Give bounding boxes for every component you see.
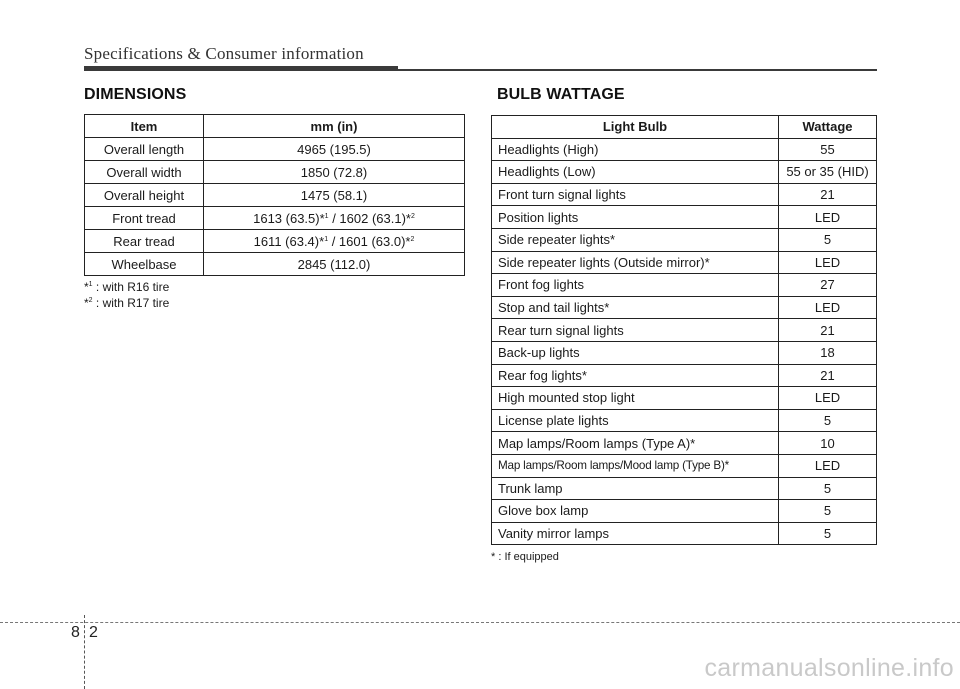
bulb-name: Side repeater lights (Outside mirror)* bbox=[492, 251, 779, 274]
bulb-name: Map lamps/Room lamps/Mood lamp (Type B)* bbox=[492, 454, 779, 477]
header-rule-thin bbox=[398, 69, 877, 71]
footnote-r17 bbox=[84, 296, 169, 310]
bulb-wattage: LED bbox=[779, 387, 877, 410]
table-row bbox=[492, 477, 877, 500]
bulb-wattage: 5 bbox=[779, 477, 877, 500]
bulb-wattage: 5 bbox=[779, 228, 877, 251]
table-row bbox=[492, 522, 877, 545]
footnote-text: : with R17 tire bbox=[92, 296, 170, 310]
page-header-title: Specifications & Consumer information bbox=[84, 44, 364, 63]
value-part: 1613 (63.5)* bbox=[253, 210, 325, 226]
footnote-mark: * bbox=[84, 296, 89, 310]
table-row bbox=[492, 228, 877, 251]
footnote-sup: 1 bbox=[324, 212, 329, 220]
dimension-value bbox=[204, 230, 465, 253]
footnote-sup: 2 bbox=[88, 297, 93, 304]
bulb-name: Front fog lights bbox=[492, 274, 779, 297]
bulb-wattage: 18 bbox=[779, 341, 877, 364]
dimensions-title: DIMENSIONS bbox=[84, 86, 187, 103]
footnote-sup: 1 bbox=[324, 235, 329, 243]
table-row bbox=[492, 274, 877, 297]
table-row bbox=[85, 207, 465, 230]
value-part: / 1602 (63.1)* bbox=[328, 210, 411, 226]
table-row bbox=[492, 251, 877, 274]
bulb-wattage: 21 bbox=[779, 319, 877, 342]
dimension-value bbox=[204, 207, 465, 230]
footnote-sup: 2 bbox=[410, 235, 415, 243]
bulb-wattage: 55 bbox=[779, 138, 877, 161]
watermark-text: carmanualsonline.info bbox=[704, 654, 954, 682]
table-row bbox=[492, 409, 877, 432]
table-row bbox=[492, 319, 877, 342]
bulb-wattage: 10 bbox=[779, 432, 877, 455]
bulb-wattage: LED bbox=[779, 206, 877, 229]
bulb-wattage: 5 bbox=[779, 522, 877, 545]
bulb-name: Vanity mirror lamps bbox=[492, 522, 779, 545]
table-row bbox=[492, 454, 877, 477]
footnote-sup: 1 bbox=[88, 281, 93, 288]
table-row bbox=[492, 296, 877, 319]
table-row bbox=[85, 161, 465, 184]
dimensions-table bbox=[84, 114, 465, 276]
dimension-value: 1475 (58.1) bbox=[204, 184, 465, 207]
bulb-name: Glove box lamp bbox=[492, 500, 779, 523]
dimension-item: Overall length bbox=[85, 138, 204, 161]
bulb-name: License plate lights bbox=[492, 409, 779, 432]
table-row bbox=[492, 432, 877, 455]
footnote-mark: * bbox=[84, 280, 89, 294]
dimension-item: Overall width bbox=[85, 161, 204, 184]
table-row bbox=[85, 230, 465, 253]
bulb-wattage: 21 bbox=[779, 364, 877, 387]
bulb-wattage-table bbox=[491, 115, 877, 545]
column-header-light-bulb: Light Bulb bbox=[492, 116, 779, 139]
footnote-r16 bbox=[84, 280, 169, 294]
table-row bbox=[85, 184, 465, 207]
value-part: / 1601 (63.0)* bbox=[328, 233, 411, 249]
bulb-wattage: LED bbox=[779, 454, 877, 477]
value-part: 1611 (63.4)* bbox=[253, 233, 325, 249]
chapter-number: 8 bbox=[71, 624, 80, 641]
bulb-name: Side repeater lights* bbox=[492, 228, 779, 251]
table-row bbox=[492, 206, 877, 229]
bulb-wattage: LED bbox=[779, 296, 877, 319]
table-row bbox=[492, 138, 877, 161]
page-divider-vertical bbox=[84, 615, 85, 689]
bulb-name: Headlights (Low) bbox=[492, 161, 779, 184]
table-header-row bbox=[85, 115, 465, 138]
bulb-name: Position lights bbox=[492, 206, 779, 229]
bulb-name: Front turn signal lights bbox=[492, 183, 779, 206]
footnote-sup: 2 bbox=[410, 212, 415, 220]
table-row bbox=[492, 364, 877, 387]
dimension-value: 1850 (72.8) bbox=[204, 161, 465, 184]
bulb-wattage: 21 bbox=[779, 183, 877, 206]
table-header-row bbox=[492, 116, 877, 139]
dimension-item: Overall height bbox=[85, 184, 204, 207]
bulb-wattage-title: BULB WATTAGE bbox=[497, 86, 625, 103]
column-header-item: Item bbox=[85, 115, 204, 138]
dimension-item: Wheelbase bbox=[85, 253, 204, 276]
header-rule-thick bbox=[84, 66, 398, 71]
footnote-text: : with R16 tire bbox=[92, 280, 170, 294]
bulb-name: Map lamps/Room lamps (Type A)* bbox=[492, 432, 779, 455]
bulb-wattage: 5 bbox=[779, 500, 877, 523]
table-row bbox=[492, 387, 877, 410]
page-number: 2 bbox=[89, 624, 98, 641]
table-row bbox=[492, 161, 877, 184]
page-divider-horizontal bbox=[0, 622, 960, 623]
if-equipped-note: * : If equipped bbox=[491, 551, 559, 563]
bulb-wattage: 55 or 35 (HID) bbox=[779, 161, 877, 184]
dimension-value: 4965 (195.5) bbox=[204, 138, 465, 161]
bulb-wattage: LED bbox=[779, 251, 877, 274]
table-row bbox=[85, 253, 465, 276]
column-header-wattage: Wattage bbox=[779, 116, 877, 139]
dimension-item: Rear tread bbox=[85, 230, 204, 253]
bulb-name: Rear fog lights* bbox=[492, 364, 779, 387]
bulb-name: High mounted stop light bbox=[492, 387, 779, 410]
table-row bbox=[492, 341, 877, 364]
table-row bbox=[85, 138, 465, 161]
table-row bbox=[492, 183, 877, 206]
bulb-wattage: 27 bbox=[779, 274, 877, 297]
bulb-name: Headlights (High) bbox=[492, 138, 779, 161]
bulb-name: Rear turn signal lights bbox=[492, 319, 779, 342]
table-row bbox=[492, 500, 877, 523]
bulb-name: Stop and tail lights* bbox=[492, 296, 779, 319]
dimension-value: 2845 (112.0) bbox=[204, 253, 465, 276]
bulb-wattage: 5 bbox=[779, 409, 877, 432]
column-header-mm: mm (in) bbox=[204, 115, 465, 138]
dimension-item: Front tread bbox=[85, 207, 204, 230]
bulb-name: Trunk lamp bbox=[492, 477, 779, 500]
bulb-name: Back-up lights bbox=[492, 341, 779, 364]
